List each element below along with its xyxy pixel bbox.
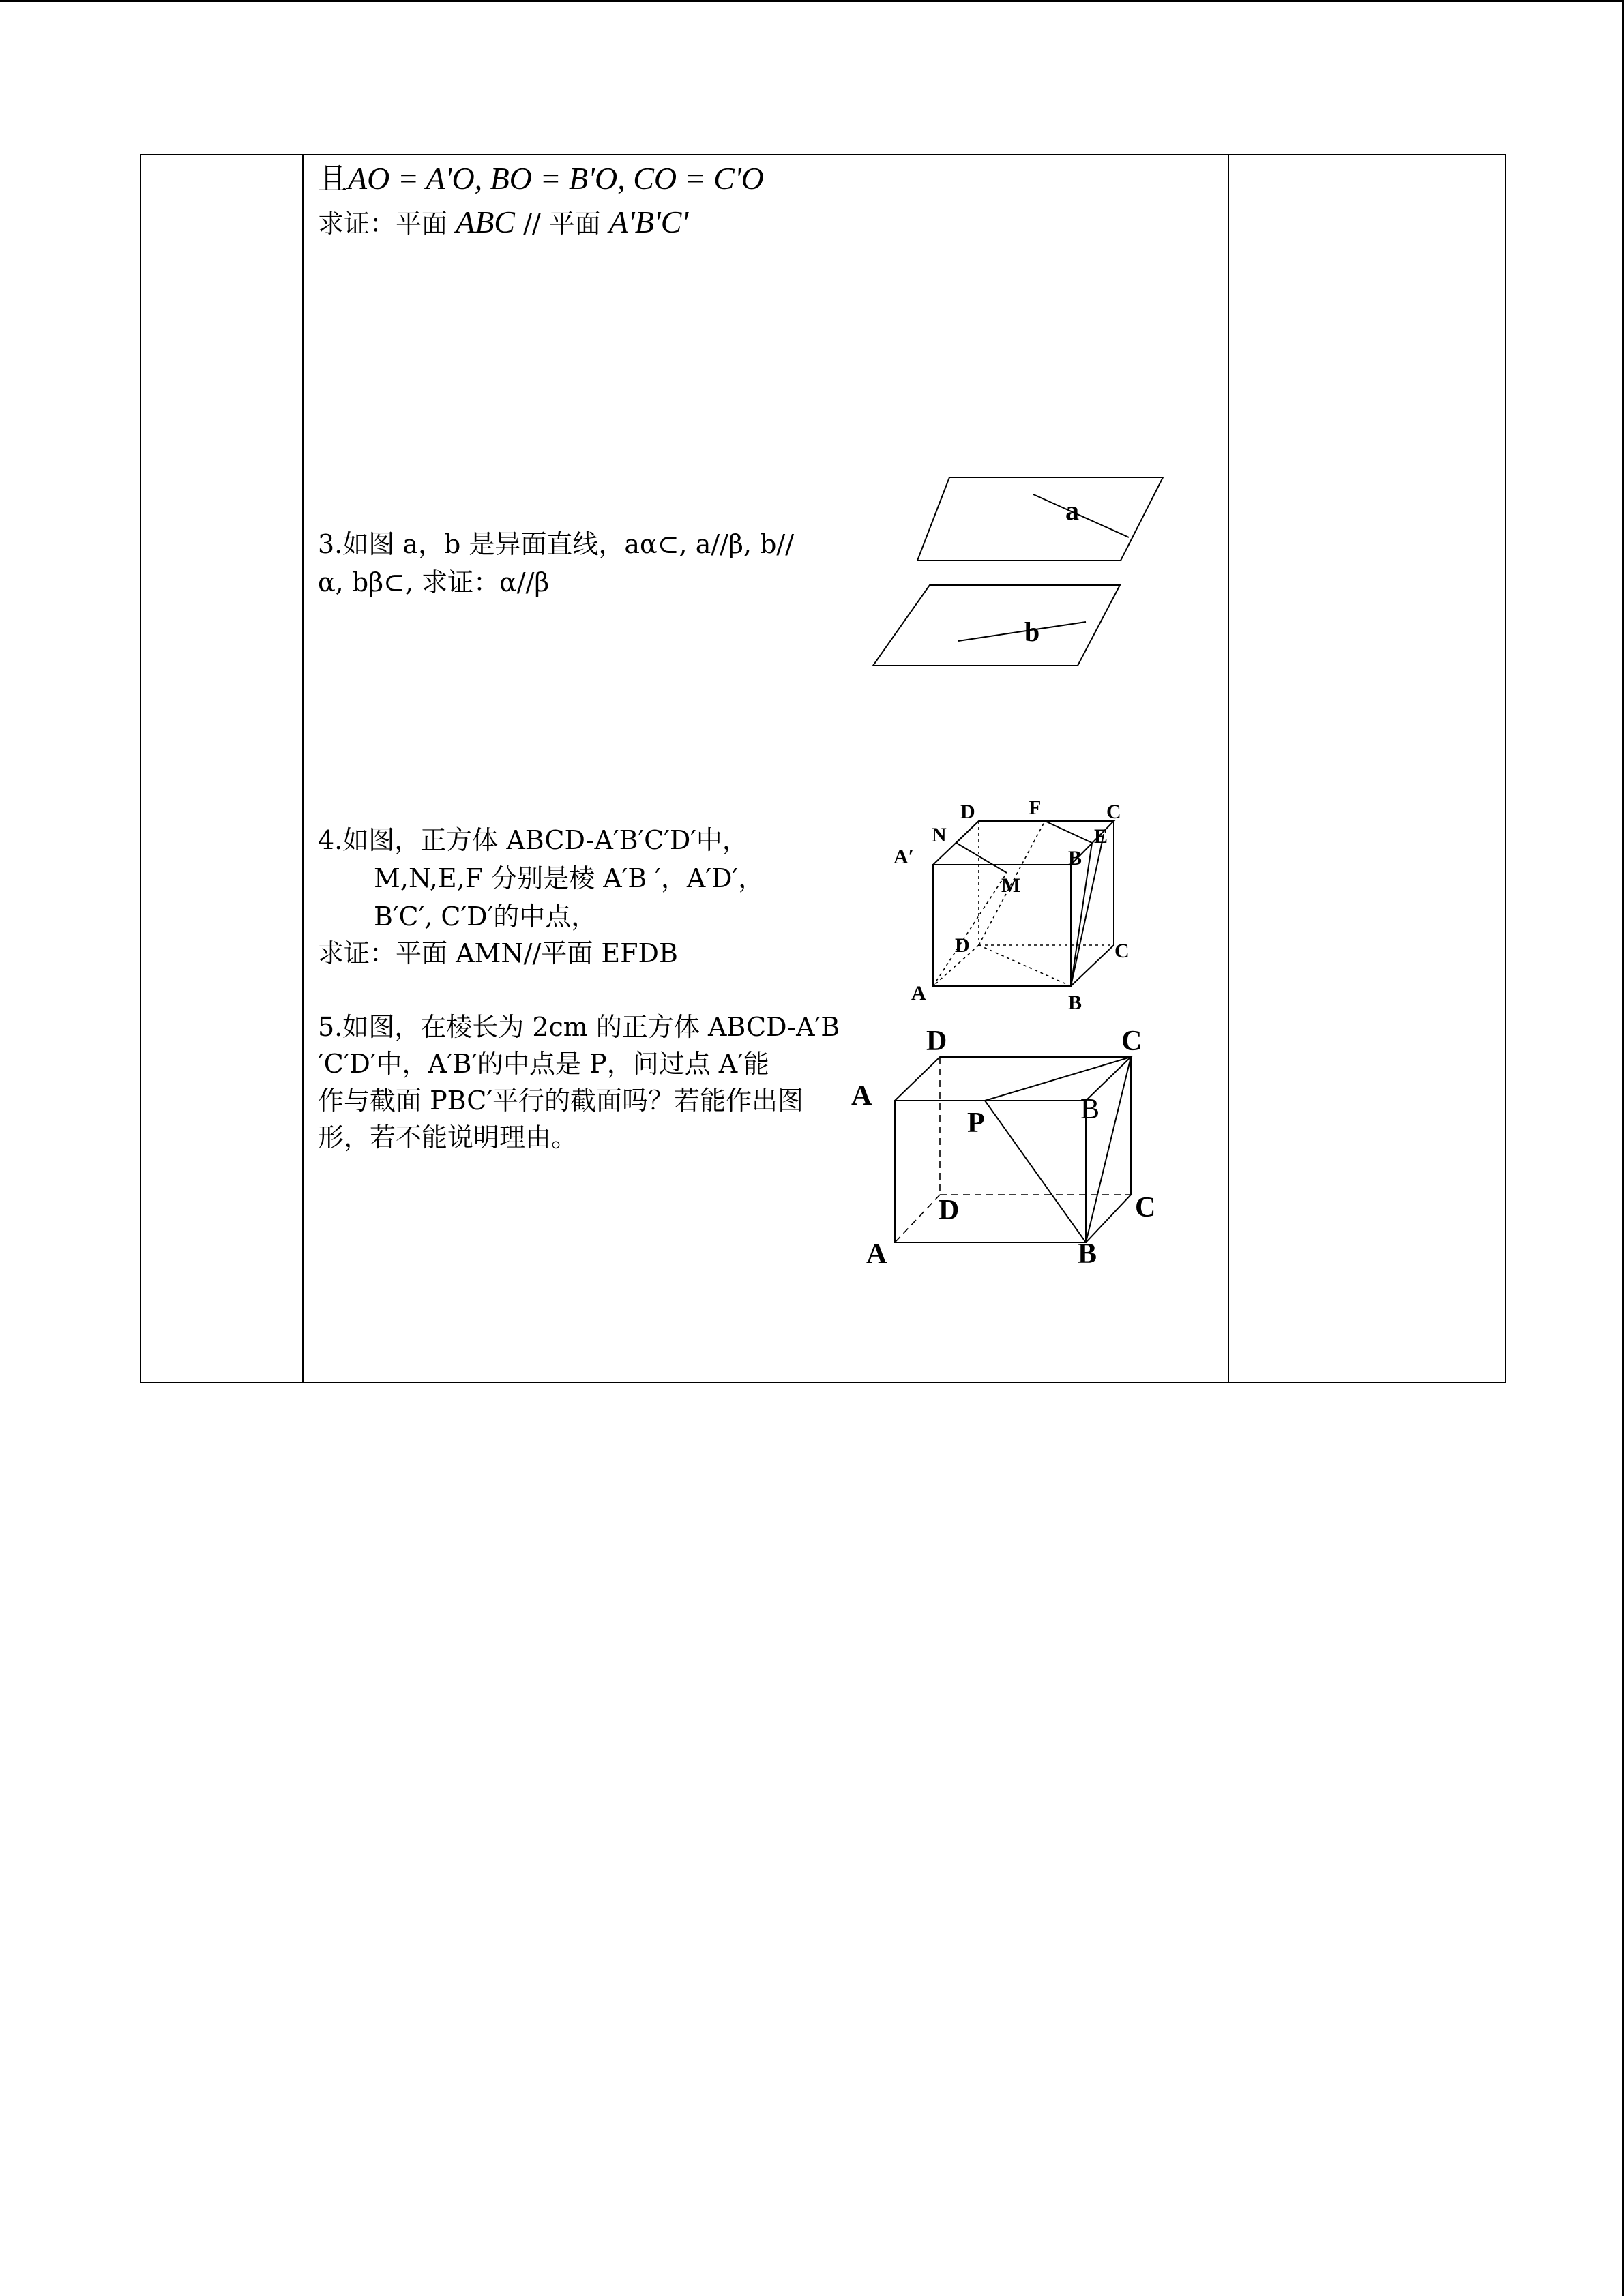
q5-label-a-top: A xyxy=(851,1080,872,1112)
q4-label-n: N xyxy=(932,824,947,846)
q5-label-d-top: D xyxy=(926,1026,947,1057)
plane-beta xyxy=(873,585,1120,666)
q4-top-edges xyxy=(933,821,1114,865)
q5-hidden-edge-3 xyxy=(895,1195,940,1242)
q4-line-4: 求证：平面 AMN//平面 EFDB xyxy=(318,938,678,968)
q3-line-2: α, bβ⊂, 求证：α//β xyxy=(318,567,550,597)
plane-alpha xyxy=(917,477,1163,561)
q4-label-b-top: B xyxy=(1068,847,1082,869)
q5-label-a-bot: A xyxy=(866,1238,887,1270)
q4-line-3: B′C′, C′D′的中点， xyxy=(374,901,597,931)
page-top-border xyxy=(0,0,1624,2)
q4-label-m: M xyxy=(1001,874,1021,897)
q5-line-3: 作与截面 PBC′平行的截面吗？若能作出图 xyxy=(318,1086,803,1116)
q4-label-c-top: C xyxy=(1106,801,1121,823)
q4-line-1: 4.如图，正方体 ABCD-A′B′C′D′中， xyxy=(318,825,748,855)
q4-cube-figure xyxy=(887,791,1146,1023)
q2-prove-line xyxy=(318,203,688,243)
table-top-border xyxy=(140,154,1506,155)
table-col-border-4 xyxy=(1505,154,1506,1383)
q2-condition-prefix: 且 xyxy=(318,162,348,196)
q5-front-face xyxy=(895,1101,1086,1242)
q5-label-b-top: B xyxy=(1080,1094,1100,1125)
q5-section-edge-pb xyxy=(985,1101,1086,1242)
q5-line-1: 5.如图，在棱长为 2cm 的正方体 ABCD-A′B xyxy=(318,1012,840,1042)
table-col-border-1 xyxy=(140,154,141,1383)
q4-label-b-bot: B xyxy=(1068,992,1082,1014)
q5-label-c-top: C xyxy=(1121,1026,1142,1057)
q5-cube-figure xyxy=(846,1023,1173,1282)
table-bottom-border xyxy=(140,1382,1506,1383)
q5-section-edge-bc xyxy=(1086,1057,1131,1242)
q2-plane-abc: ABC xyxy=(456,205,515,239)
label-a: a xyxy=(1065,495,1079,526)
q4-label-a-prime: A′ xyxy=(894,846,915,868)
q4-line-2: M,N,E,F 分别是棱 A′B ′，A′D′， xyxy=(374,863,765,893)
table-col-border-2 xyxy=(302,154,304,1383)
q2-condition-math: AO = A'O, BO = B'O, CO = C'O xyxy=(348,161,764,196)
q4-hidden-edge-6 xyxy=(933,873,1007,986)
q4-label-d-bot: D xyxy=(955,934,970,957)
q2-prove-prefix: 求证：平面 xyxy=(318,209,456,239)
q4-label-a-bot: A xyxy=(911,982,926,1004)
q5-label-p: P xyxy=(967,1107,985,1139)
label-b: b xyxy=(1024,616,1040,647)
q2-plane-abc-prime: A'B'C' xyxy=(608,205,689,239)
table-col-border-3 xyxy=(1228,154,1229,1383)
q5-line-2: ′C′D′中，A′B′的中点是 P，问过点 A′能 xyxy=(318,1049,769,1079)
q5-label-b-bot: B xyxy=(1078,1238,1097,1270)
q4-label-e: E xyxy=(1094,825,1108,848)
q4-label-d-top: D xyxy=(960,801,975,823)
line-b xyxy=(958,622,1086,641)
q5-line-4: 形，若不能说明理由。 xyxy=(318,1122,578,1152)
q5-label-c-bot: C xyxy=(1135,1192,1156,1223)
q4-label-f: F xyxy=(1029,796,1042,819)
q2-condition-line xyxy=(318,160,764,199)
q3-planes-figure xyxy=(866,471,1173,675)
line-a xyxy=(1033,494,1129,537)
q5-label-d-bot: D xyxy=(939,1195,960,1226)
q4-hidden-edge-4 xyxy=(979,945,1071,986)
q2-prove-mid: // 平面 xyxy=(514,209,609,239)
q4-label-c-bot: C xyxy=(1114,940,1130,962)
q3-line-1: 3.如图 a，b 是异面直线，aα⊂, a//β, b// xyxy=(318,529,795,559)
